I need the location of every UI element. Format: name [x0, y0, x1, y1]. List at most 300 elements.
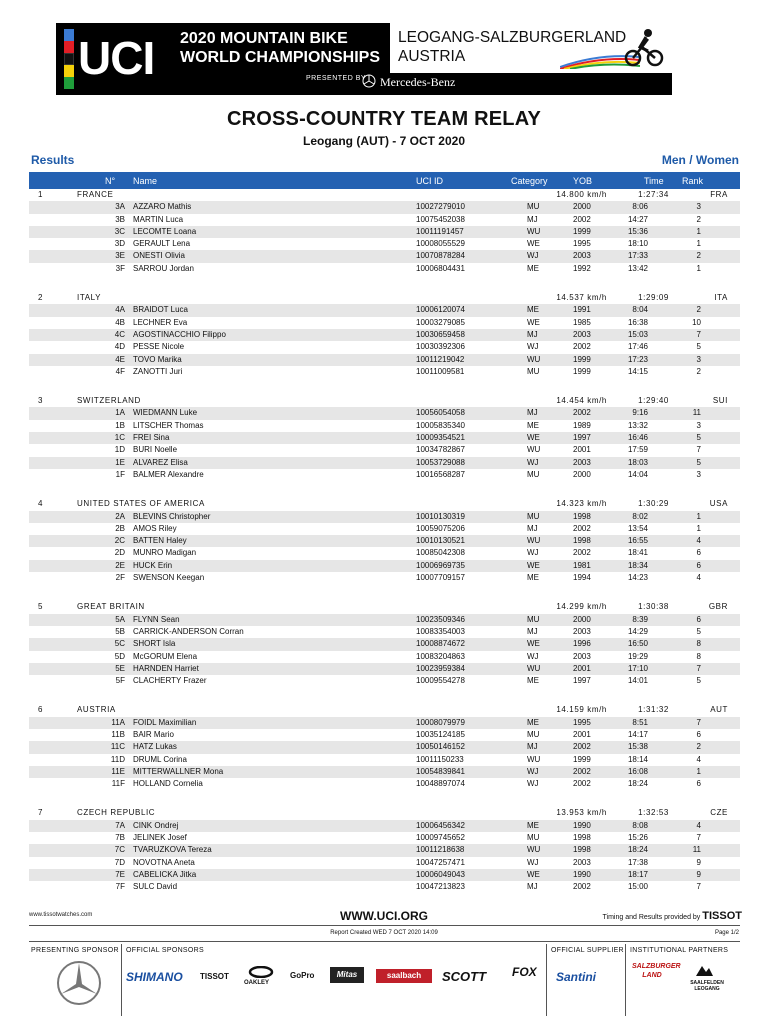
row-category: ME — [527, 305, 539, 315]
row-time: 16:38 — [627, 317, 648, 327]
row-rank: 4 — [696, 754, 701, 764]
mountain-biker-icon — [624, 27, 664, 69]
rider-row — [29, 778, 740, 790]
rider-row — [29, 547, 740, 559]
row-uci-id: 10008055529 — [416, 239, 465, 249]
rider-row — [29, 457, 740, 469]
row-category: WJ — [527, 779, 539, 789]
row-number: 1E — [115, 457, 125, 467]
scott-logo: SCOTT — [442, 969, 487, 984]
team-speed: 13.953 km/h — [556, 808, 607, 818]
row-name: CARRICK-ANDERSON Corran — [133, 626, 244, 636]
row-category: MU — [527, 511, 540, 521]
row-rank: 6 — [696, 560, 701, 570]
row-number: 7F — [115, 882, 125, 892]
row-uci-id: 10070878284 — [416, 251, 465, 261]
row-time: 13:42 — [627, 263, 648, 273]
row-category: WU — [527, 445, 541, 455]
row-category: WE — [527, 869, 540, 879]
row-yob: 1995 — [573, 239, 591, 249]
row-time: 14:15 — [627, 366, 648, 376]
row-category: MU — [527, 833, 540, 843]
row-uci-id: 10047257471 — [416, 857, 465, 867]
row-rank: 3 — [696, 469, 701, 479]
row-category: WJ — [527, 251, 539, 261]
row-name: NOVOTNA Aneta — [133, 857, 195, 867]
row-yob: 1991 — [573, 305, 591, 315]
row-number: 11D — [110, 754, 125, 764]
row-number: 5C — [114, 639, 125, 649]
row-number: 3B — [115, 214, 125, 224]
row-uci-id: 10059075206 — [416, 523, 465, 533]
row-number: 5D — [114, 651, 125, 661]
row-category: ME — [527, 573, 539, 583]
row-name: SHORT Isla — [133, 639, 176, 649]
row-number: 5E — [115, 663, 125, 673]
row-number: 7A — [115, 820, 125, 830]
row-number: 2F — [115, 573, 125, 583]
team-name: GREAT BRITAIN — [77, 602, 145, 612]
row-uci-id: 10053729088 — [416, 457, 465, 467]
row-yob: 2002 — [573, 523, 591, 533]
row-time: 14:29 — [627, 626, 648, 636]
row-yob: 2002 — [573, 779, 591, 789]
row-name: DRUML Corina — [133, 754, 187, 764]
row-uci-id: 10009354521 — [416, 433, 465, 443]
row-name: GERAULT Lena — [133, 239, 191, 249]
row-time: 15:38 — [627, 742, 648, 752]
row-name: SARROU Jordan — [133, 263, 194, 273]
team-nation: GBR — [708, 602, 728, 612]
row-yob: 2003 — [573, 651, 591, 661]
row-time: 19:29 — [627, 651, 648, 661]
col-no: N° — [105, 176, 116, 186]
row-time: 15:26 — [627, 833, 648, 843]
event-name — [180, 29, 380, 67]
row-name: CLACHERTY Frazer — [133, 676, 207, 686]
row-time: 8:08 — [632, 820, 648, 830]
page-title: CROSS-COUNTRY TEAM RELAY — [226, 108, 542, 130]
row-number: 4D — [114, 342, 125, 352]
row-uci-id: 10023959384 — [416, 663, 465, 673]
row-yob: 1998 — [573, 536, 591, 546]
team-row — [29, 395, 740, 407]
mercedes-star-icon — [362, 74, 376, 88]
row-rank: 2 — [696, 251, 701, 261]
row-yob: 1998 — [573, 833, 591, 843]
team-position: 2 — [38, 293, 44, 303]
row-yob: 2000 — [573, 469, 591, 479]
row-yob: 1997 — [573, 676, 591, 686]
row-number: 3F — [115, 263, 125, 273]
row-yob: 1999 — [573, 366, 591, 376]
team-position: 7 — [38, 808, 44, 818]
row-name: BATTEN Haley — [133, 536, 187, 546]
row-name: TOVO Marika — [133, 354, 182, 364]
row-rank: 7 — [696, 663, 701, 673]
official-supplier-label: OFFICIAL SUPPLIER — [551, 947, 624, 954]
row-rank: 7 — [696, 882, 701, 892]
row-number: 1A — [115, 408, 125, 418]
row-number: 7C — [114, 845, 125, 855]
rider-row — [29, 651, 740, 663]
row-time: 8:51 — [632, 717, 648, 727]
row-name: CABELICKA Jitka — [133, 869, 197, 879]
report-created: Report Created WED 7 OCT 2020 14:09 — [330, 930, 438, 936]
row-yob: 1985 — [573, 317, 591, 327]
row-number: 5B — [115, 626, 125, 636]
row-yob: 1990 — [573, 869, 591, 879]
row-rank: 7 — [696, 445, 701, 455]
row-name: BAIR Mario — [133, 729, 174, 739]
row-yob: 2002 — [573, 882, 591, 892]
row-yob: 1995 — [573, 717, 591, 727]
rider-row — [29, 329, 740, 341]
team-row — [29, 807, 740, 819]
row-category: WJ — [527, 766, 539, 776]
row-time: 14:04 — [627, 469, 648, 479]
row-rank: 3 — [696, 202, 701, 212]
row-yob: 1990 — [573, 820, 591, 830]
row-rank: 9 — [696, 857, 701, 867]
rider-row — [29, 626, 740, 638]
row-time: 8:04 — [632, 305, 648, 315]
row-rank: 1 — [696, 263, 701, 273]
row-rank: 4 — [696, 573, 701, 583]
rider-row — [29, 238, 740, 250]
row-yob: 2002 — [573, 766, 591, 776]
saalfelden-leogang-icon — [694, 962, 714, 978]
row-number: 3C — [114, 226, 125, 236]
timing-credit-text: Timing and Results provided by — [602, 914, 701, 921]
row-category: MJ — [527, 742, 538, 752]
row-rank: 7 — [696, 329, 701, 339]
rider-row — [29, 469, 740, 481]
row-name: SWENSON Keegan — [133, 573, 205, 583]
row-yob: 1999 — [573, 226, 591, 236]
rider-row — [29, 638, 740, 650]
row-name: BURI Noelle — [133, 445, 178, 455]
row-time: 17:23 — [627, 354, 648, 364]
row-category: MU — [527, 202, 540, 212]
row-category: MJ — [527, 214, 538, 224]
row-category: ME — [527, 820, 539, 830]
page-number: Page 1/2 — [714, 930, 739, 936]
rider-row — [29, 341, 740, 353]
team-time: 1:32:53 — [638, 808, 669, 818]
row-time: 17:59 — [627, 445, 648, 455]
row-uci-id: 10016568287 — [416, 469, 465, 479]
team-name: ITALY — [77, 293, 102, 303]
row-category: WU — [527, 536, 541, 546]
row-yob: 1997 — [573, 433, 591, 443]
row-yob: 2002 — [573, 214, 591, 224]
team-time: 1:29:09 — [638, 293, 669, 303]
row-rank: 7 — [696, 833, 701, 843]
row-number: 4F — [115, 366, 125, 376]
row-number: 1C — [114, 433, 125, 443]
col-rank: Rank — [682, 176, 704, 186]
rider-row — [29, 663, 740, 675]
row-category: WE — [527, 639, 540, 649]
institutional-partners-label: INSTITUTIONAL PARTNERS — [630, 947, 729, 954]
row-time: 16:46 — [627, 433, 648, 443]
row-rank: 11 — [692, 845, 701, 855]
team-row — [29, 189, 740, 201]
row-time: 17:46 — [627, 342, 648, 352]
row-uci-id: 10009745652 — [416, 833, 465, 843]
row-rank: 9 — [696, 869, 701, 879]
row-yob: 2001 — [573, 663, 591, 673]
row-yob: 2000 — [573, 614, 591, 624]
uci-url[interactable]: WWW.UCI.ORG — [340, 909, 428, 923]
row-time: 18:17 — [627, 869, 648, 879]
row-name: LITSCHER Thomas — [133, 420, 204, 430]
row-category: MJ — [527, 408, 538, 418]
row-category: MJ — [527, 329, 538, 339]
team-riders — [29, 717, 740, 791]
team-row — [29, 601, 740, 613]
team-position: 6 — [38, 705, 44, 715]
row-rank: 5 — [696, 433, 701, 443]
sponsor-divider — [29, 941, 740, 942]
row-uci-id: 10011150233 — [416, 754, 464, 764]
row-uci-id: 10011009581 — [416, 366, 465, 376]
row-uci-id: 10005835340 — [416, 420, 465, 430]
row-rank: 4 — [696, 820, 701, 830]
row-number: 11B — [111, 729, 125, 739]
row-time: 14:01 — [627, 676, 648, 686]
row-rank: 1 — [696, 511, 701, 521]
row-yob: 2003 — [573, 857, 591, 867]
row-rank: 7 — [696, 717, 701, 727]
row-category: ME — [527, 676, 539, 686]
team-riders — [29, 304, 740, 378]
row-rank: 5 — [696, 457, 701, 467]
team-speed: 14.323 km/h — [556, 499, 607, 509]
rider-row — [29, 881, 740, 893]
row-yob: 1996 — [573, 639, 591, 649]
col-uci-id: UCI ID — [416, 176, 443, 186]
row-category: WU — [527, 354, 541, 364]
row-category: WJ — [527, 857, 539, 867]
oakley-logo: OAKLEY — [244, 980, 270, 986]
row-uci-id: 10007709157 — [416, 573, 465, 583]
row-rank: 11 — [692, 408, 701, 418]
row-number: 1F — [115, 469, 125, 479]
rider-row — [29, 857, 740, 869]
row-yob: 2002 — [573, 342, 591, 352]
row-uci-id: 10056054058 — [416, 408, 465, 418]
row-category: MU — [527, 614, 540, 624]
row-time: 18:10 — [627, 239, 648, 249]
row-uci-id: 10008874672 — [416, 639, 465, 649]
rider-row — [29, 766, 740, 778]
team-position: 4 — [38, 499, 44, 509]
event-line-2: WORLD CHAMPIONSHIPS — [180, 49, 380, 66]
row-time: 18:14 — [627, 754, 648, 764]
team-position: 3 — [38, 396, 44, 406]
rainbow-stripes-icon — [64, 29, 74, 89]
row-number: 2E — [115, 560, 125, 570]
row-name: ALVAREZ Elisa — [133, 457, 188, 467]
team-riders — [29, 407, 740, 481]
row-time: 15:03 — [627, 329, 648, 339]
rider-row — [29, 869, 740, 881]
rider-row — [29, 717, 740, 729]
row-name: MUNRO Madigan — [133, 548, 197, 558]
results-table-body — [29, 189, 740, 894]
header-banner — [56, 23, 672, 95]
presented-by-label: PRESENTED BY — [306, 75, 367, 82]
saalfelden-leogang-logo: SAALFELDEN LEOGANG — [690, 980, 724, 992]
row-name: PESSE Nicole — [133, 342, 185, 352]
row-category: WE — [527, 239, 540, 249]
row-number: 4A — [115, 305, 125, 315]
rider-row — [29, 407, 740, 419]
row-name: HUCK Erin — [133, 560, 173, 570]
row-time: 17:33 — [627, 251, 648, 261]
row-name: CINK Ondrej — [133, 820, 179, 830]
row-rank: 6 — [696, 729, 701, 739]
santini-logo: Santini — [556, 970, 597, 984]
row-uci-id: 10085042308 — [416, 548, 465, 558]
row-rank: 2 — [696, 214, 701, 224]
row-time: 18:24 — [627, 845, 648, 855]
team-time: 1:30:38 — [638, 602, 669, 612]
col-category: Category — [511, 176, 548, 186]
row-number: 7E — [115, 869, 125, 879]
row-time: 18:41 — [627, 548, 648, 558]
row-uci-id: 10023509346 — [416, 614, 465, 624]
team-name: FRANCE — [77, 190, 114, 199]
row-name: LECOMTE Loana — [133, 226, 197, 236]
timing-brand: TISSOT — [702, 910, 742, 922]
page-subtitle: Leogang (AUT) - 7 OCT 2020 — [302, 134, 466, 148]
row-time: 17:38 — [627, 857, 648, 867]
rider-row — [29, 729, 740, 741]
row-number: 7D — [114, 857, 125, 867]
team-nation: USA — [709, 499, 728, 509]
row-uci-id: 10035124185 — [416, 729, 465, 739]
team-riders — [29, 820, 740, 894]
row-name: MARTIN Luca — [133, 214, 184, 224]
team-speed: 14.800 km/h — [556, 190, 607, 199]
row-name: BLEVINS Christopher — [133, 511, 211, 521]
row-name: ZANOTTI Juri — [133, 366, 183, 376]
row-uci-id: 10003279085 — [416, 317, 465, 327]
row-uci-id: 10034782867 — [416, 445, 465, 455]
row-number: 5F — [115, 676, 125, 686]
team-gap — [29, 584, 740, 601]
row-time: 8:06 — [632, 202, 648, 212]
uci-logo-text: UCI — [78, 32, 155, 84]
row-time: 14:27 — [627, 214, 648, 224]
row-uci-id: 10006804431 — [416, 263, 465, 273]
row-name: LECHNER Eva — [133, 317, 188, 327]
row-number: 1D — [114, 445, 125, 455]
team-gap — [29, 687, 740, 704]
rider-row — [29, 226, 740, 238]
row-category: MU — [527, 469, 540, 479]
col-name: Name — [133, 176, 158, 186]
row-name: WIEDMANN Luke — [133, 408, 198, 418]
row-name: ONESTI Olivia — [133, 251, 186, 261]
row-name: HOLLAND Cornelia — [133, 779, 203, 789]
rider-row — [29, 432, 740, 444]
row-name: BALMER Alexandre — [133, 469, 204, 479]
row-rank: 2 — [696, 305, 701, 315]
rider-row — [29, 832, 740, 844]
row-time: 16:50 — [627, 639, 648, 649]
rider-row — [29, 741, 740, 753]
row-uci-id: 10030392306 — [416, 342, 465, 352]
rider-row — [29, 560, 740, 572]
row-category: WU — [527, 226, 541, 236]
row-uci-id: 10048897074 — [416, 779, 465, 789]
col-yob: YOB — [573, 176, 593, 186]
row-name: HARNDEN Harriet — [133, 663, 199, 673]
official-sponsors-label: OFFICIAL SPONSORS — [126, 947, 204, 954]
team-time: 1:31:32 — [638, 705, 669, 715]
row-name: AZZARO Mathis — [133, 202, 192, 212]
team-name: SWITZERLAND — [77, 396, 141, 406]
team-gap — [29, 790, 740, 807]
row-uci-id: 10030659458 — [416, 329, 465, 339]
row-yob: 1999 — [573, 754, 591, 764]
row-yob: 2002 — [573, 548, 591, 558]
team-riders — [29, 614, 740, 688]
row-category: ME — [527, 717, 539, 727]
row-uci-id: 10008079979 — [416, 717, 465, 727]
team-time: 1:29:40 — [638, 396, 669, 406]
tissot-url[interactable]: www.tissotwatches.com — [29, 912, 93, 918]
venue-block — [390, 23, 672, 73]
presenting-sponsor-label: PRESENTING SPONSOR — [31, 947, 119, 954]
rider-row — [29, 844, 740, 856]
row-yob: 1992 — [573, 263, 591, 273]
row-time: 16:55 — [627, 536, 648, 546]
row-category: WE — [527, 433, 540, 443]
venue-line-2: AUSTRIA — [398, 48, 466, 65]
row-number: 4E — [115, 354, 125, 364]
team-name: UNITED STATES OF AMERICA — [77, 499, 205, 509]
row-number: 7B — [115, 833, 125, 843]
row-category: MJ — [527, 882, 538, 892]
row-number: 11A — [111, 717, 125, 727]
row-number: 2D — [114, 548, 125, 558]
team-speed: 14.159 km/h — [556, 705, 607, 715]
row-time: 14:17 — [627, 729, 648, 739]
row-yob: 1999 — [573, 354, 591, 364]
results-label: Results — [31, 153, 75, 167]
row-time: 18:34 — [627, 560, 648, 570]
row-number: 2C — [114, 536, 125, 546]
row-uci-id: 10006969735 — [416, 560, 465, 570]
rider-row — [29, 250, 740, 262]
team-time: 1:27:34 — [638, 190, 669, 199]
row-time: 9:16 — [632, 408, 648, 418]
mitas-logo: Mitas — [330, 967, 364, 983]
row-category: MU — [527, 729, 540, 739]
row-rank: 6 — [696, 548, 701, 558]
row-name: AGOSTINACCHIO Filippo — [133, 329, 226, 339]
rider-row — [29, 820, 740, 832]
team-position: 5 — [38, 602, 44, 612]
row-uci-id: 10009554278 — [416, 676, 465, 686]
row-number: 11F — [111, 779, 125, 789]
row-uci-id: 10011191457 — [416, 226, 464, 236]
